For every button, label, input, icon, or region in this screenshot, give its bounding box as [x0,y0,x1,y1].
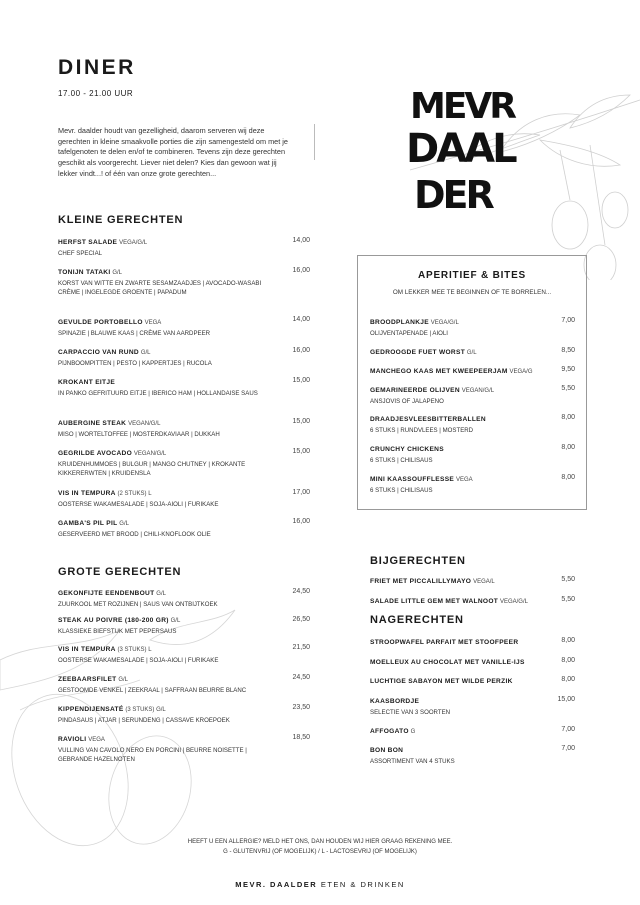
item-price: 5,50 [561,385,575,392]
allergy-legend: G - GLUTENVRIJ (OF MOGELIJK) / L - LACTOSEVRIJ (OF MOGELIJK) [223,849,417,855]
menu-item: GEMARINEERDE OLIJVEN VEGAN/G/L ANSJOVIS OF JALAPENO [370,387,495,405]
menu-item: MOELLEUX AU CHOCOLAT MET VANILLE-IJS [370,659,525,666]
menu-item: SALADE LITTLE GEM MET WALNOOT VEGA/G/L [370,598,528,605]
menu-item: GAMBA'S PIL PIL G/L GESERVEERD MET BROOD | CHILI-KNOFLOOK OLIE [58,520,211,538]
section-title-bijgerechten: BIJGERECHTEN [370,555,466,567]
item-price: 16,00 [292,347,310,354]
menu-item: VIS IN TEMPURA (2 STUKS) L OOSTERSE WAKAMESALADE | SOJA-AIOLI | FURIKAKE [58,490,219,508]
menu-item: DRAADJESVLEESBITTERBALLEN 6 STUKS | RUNDVLEES | MOSTERD [370,416,486,434]
menu-item: GEVULDE PORTOBELLO VEGA SPINAZIE | BLAUWE KAAS | CRÈME VAN AARDPEER [58,319,211,337]
menu-item: LUCHTIGE SABAYON MET WILDE PERZIK [370,678,513,685]
svg-text:DER: DER [414,173,492,215]
item-price: 15,00 [292,418,310,425]
item-price: 24,50 [292,674,310,681]
item-price: 23,50 [292,704,310,711]
item-price: 8,00 [561,474,575,481]
item-price: 26,50 [292,616,310,623]
menu-item: GEDROOGDE FUET WORST G/L [370,349,477,356]
section-title-nagerechten: NAGERECHTEN [370,614,464,626]
item-price: 8,00 [561,637,575,644]
item-price: 9,50 [561,366,575,373]
item-price: 18,50 [292,734,310,741]
item-price: 15,00 [292,377,310,384]
item-price: 7,00 [561,745,575,752]
menu-item: HERFST SALADE VEGA/G/L CHEF SPECIAL [58,239,148,257]
page-title: DINER [58,56,136,79]
svg-text:DAAL: DAAL [406,126,515,172]
lemon-illustration [0,600,240,860]
item-price: 15,00 [557,696,575,703]
item-price: 16,00 [292,518,310,525]
mevr-daalder-logo [404,80,544,215]
item-price: 7,00 [561,726,575,733]
menu-item: KROKANT EITJE IN PANKO GEFRITUURD EITJE | IBERICO HAM | HOLLANDAISE SAUS [58,379,258,397]
item-price: 8,00 [561,676,575,683]
item-price: 24,50 [292,588,310,595]
menu-item: GEKONFIJTE EENDENBOUT G/L ZUURKOOL MET ROZIJNEN | SAUS VAN ONTBIJTKOEK [58,590,218,608]
menu-item: STEAK AU POIVRE (180-200 GR) G/L KLASSIEKE BIEFSTUK MET PEPERSAUS [58,617,181,635]
intro-text: Mevr. daalder houdt van gezelligheid, daarom serveren wij deze gerechten in kleine smaakvolle porties die zijn samengesteld om met je tafelgenoten te delen en/of te combineren. Tevens zijn deze gerechten geschikt als voorgerecht. Liever niet delen? Kies dan gewoon wat jij lekker vindt...! of één van onze grote gerechten... [58,126,288,178]
section-title-grote: GROTE GERECHTEN [58,566,182,578]
item-price: 5,50 [561,576,575,583]
menu-item: GEGRILDE AVOCADO VEGAN/G/L KRUIDENHUMMOES | BULGUR | MANGO CHUTNEY | KROKANTE KIKKERERWTEN | KRUIDENSLA [58,450,246,478]
menu-item: VIS IN TEMPURA (3 STUKS) L OOSTERSE WAKAMESALADE | SOJA-AIOLI | FURIKAKE [58,646,219,664]
menu-item: AFFOGATO G [370,728,416,735]
menu-item: BROODPLANKJE VEGA/G/L OLIJVENTAPENADE | AIOLI [370,319,459,337]
item-price: 14,00 [292,237,310,244]
menu-item: TONIJN TATAKI G/L KORST VAN WITTE EN ZWARTE SESAMZAADJES | AVOCADO-WASABI CRÈME | INGELEGDE GROENTE | PAPADUM [58,269,262,297]
divider [314,124,315,160]
menu-item: KIPPENDIJENSATÉ (3 STUKS) G/L PINDASAUS | ATJAR | SERUNDENG | CASSAVE KROEPOEK [58,706,230,724]
item-price: 8,00 [561,444,575,451]
item-price: 7,00 [561,317,575,324]
item-price: 8,00 [561,657,575,664]
item-price: 8,50 [561,347,575,354]
menu-item: BON BON ASSORTIMENT VAN 4 STUKS [370,747,455,765]
menu-item: CARPACCIO VAN RUND G/L PIJNBOOMPITTEN | PESTO | KAPPERTJES | RUCOLA [58,349,212,367]
menu-item: RAVIOLI VEGA VULLING VAN CAVOLO NERO EN PORCINI | BEURRE NOISETTE | GEBRANDE HAZELNOTEN [58,736,247,764]
item-price: 8,00 [561,414,575,421]
brand-footer: MEVR. DAALDER ETEN & DRINKEN [235,880,405,889]
aperitief-subtitle: OM LEKKER MEE TE BEGINNEN OF TE BORRELEN... [392,289,552,296]
menu-item: MANCHEGO KAAS MET KWEEPEERJAM VEGA/G [370,368,533,375]
menu-item: MINI KAASSOUFFLESSE VEGA 6 STUKS | CHILISAUS [370,476,473,494]
menu-item: AUBERGINE STEAK VEGAN/G/L MISO | WORTELTOFFEE | MOSTERDKAVIAAR | DUKKAH [58,420,220,438]
menu-item: ZEEBAARSFILET G/L GESTOOMDE VENKEL | ZEEKRAAL | SAFFRAAN BEURRE BLANC [58,676,247,694]
menu-item: STROOPWAFEL PARFAIT MET STOOFPEER [370,639,519,646]
svg-text:MEVR: MEVR [410,86,514,127]
item-price: 17,00 [292,489,310,496]
item-price: 21,50 [292,644,310,651]
allergy-note: HEEFT U EEN ALLERGIE? MELD HET ONS, DAN HOUDEN WIJ HIER GRAAG REKENING MEE. [187,839,453,845]
item-price: 15,00 [292,448,310,455]
menu-item: CRUNCHY CHICKENS 6 STUKS | CHILISAUS [370,446,444,464]
item-price: 5,50 [561,596,575,603]
section-title-aperitief: APERITIEF & BITES [417,270,527,281]
menu-item: KAASBORDJE SELECTIE VAN 3 SOORTEN [370,698,451,716]
item-price: 16,00 [292,267,310,274]
section-title-kleine: KLEINE GERECHTEN [58,214,184,226]
menu-item: FRIET MET PICCALILLYMAYO VEGA/L [370,578,495,585]
item-price: 14,00 [292,316,310,323]
opening-hours: 17.00 - 21.00 UUR [58,89,134,98]
